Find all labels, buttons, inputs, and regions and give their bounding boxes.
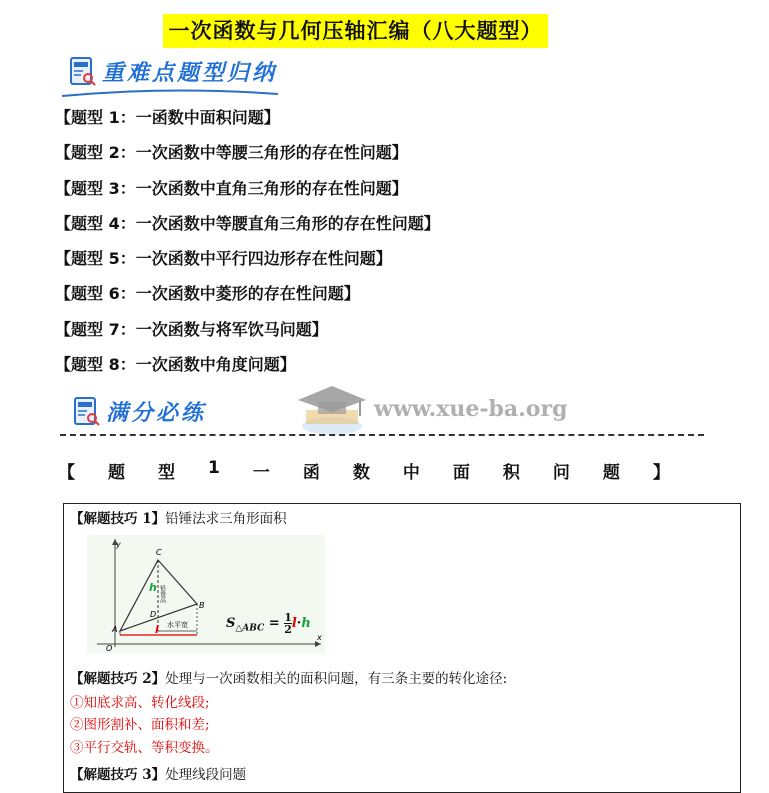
label-o: O xyxy=(106,644,113,653)
title-char: 面 xyxy=(452,463,470,483)
watermark xyxy=(296,380,567,438)
formula-h: h xyxy=(301,616,311,631)
title-char: 】 xyxy=(652,463,670,483)
title-char: 型 xyxy=(158,463,175,483)
title-char: 积 xyxy=(502,463,520,483)
label-b: B xyxy=(199,601,205,610)
label-x: x xyxy=(317,633,322,642)
topic-item-1[interactable]: 【题型 1：一函数中面积问题】 xyxy=(55,108,280,127)
tip-3-text: 处理线段问题 xyxy=(165,767,247,783)
formula-s: S xyxy=(226,616,236,631)
label-l: l xyxy=(155,623,159,636)
formula-num: 1 xyxy=(284,611,292,624)
heading-underline xyxy=(60,88,280,100)
document-search-icon xyxy=(74,397,100,427)
tip-2-text: 处理与一次函数相关的面积问题，有三条主要的转化途径: xyxy=(165,671,508,687)
formula-den: 2 xyxy=(284,623,292,636)
formula-sub: △ABC xyxy=(235,623,265,634)
formula-eq: = xyxy=(264,616,285,631)
tip-1 xyxy=(70,507,287,527)
topic-item-8[interactable]: 【题型 8：一次函数中角度问题】 xyxy=(55,355,296,375)
tip-2-item-1: ①知底求高、转化线段; xyxy=(70,695,210,711)
label-vertical-height: 铅垂高 xyxy=(158,585,166,603)
tip-1-label: 【解题技巧 1】 xyxy=(70,511,166,527)
page-title: 一次函数与几何压轴汇编（八大题型） xyxy=(163,14,548,48)
label-d: D xyxy=(150,610,157,619)
topic-item-6[interactable]: 【题型 6：一次函数中菱形的存在性问题】 xyxy=(55,284,360,304)
label-y: y xyxy=(116,540,121,549)
section-divider xyxy=(60,434,704,436)
label-c: C xyxy=(156,548,162,557)
section-heading-key-types xyxy=(70,56,277,87)
topic-item-5[interactable]: 【题型 5：一次函数中平行四边形存在性问题】 xyxy=(55,249,392,269)
topic-item-4[interactable]: 【题型 4：一次函数中等腰直角三角形的存在性问题】 xyxy=(55,213,440,233)
title-char: 问 xyxy=(552,463,570,483)
section-heading-text: 满分必练 xyxy=(106,400,207,426)
title-char: 题 xyxy=(108,463,125,483)
tip-1-text: 铅锤法求三角形面积 xyxy=(165,511,287,527)
topic-1-title xyxy=(58,458,670,483)
title-char: 数 xyxy=(352,463,370,483)
title-char: 1 xyxy=(208,458,220,478)
title-char: 题 xyxy=(602,463,620,483)
title-char: 函 xyxy=(302,463,320,483)
title-char: 【 xyxy=(58,463,75,483)
tip-2 xyxy=(70,667,507,687)
tip-2-label: 【解题技巧 2】 xyxy=(70,671,166,687)
label-h: h xyxy=(149,581,157,594)
title-char: 中 xyxy=(402,463,420,483)
title-char: 一 xyxy=(252,463,270,483)
topic-item-3[interactable]: 【题型 3：一次函数中直角三角形的存在性问题】 xyxy=(55,178,408,198)
formula-dot: · xyxy=(296,616,302,631)
section-heading-text: 重难点题型归纳 xyxy=(102,60,278,86)
label-horizontal-width: 水平宽 xyxy=(167,621,188,629)
document-search-icon xyxy=(70,57,96,87)
label-a: A xyxy=(112,625,118,634)
formula-l: l xyxy=(291,616,297,631)
tip-3 xyxy=(70,763,246,783)
tip-3-label: 【解题技巧 3】 xyxy=(70,767,166,783)
graduation-cap-icon xyxy=(296,380,368,438)
topic-list xyxy=(55,106,440,388)
watermark-text: www.xue-ba.org xyxy=(374,396,568,422)
section-heading-practice xyxy=(74,396,206,427)
topic-item-2[interactable]: 【题型 2：一次函数中等腰三角形的存在性问题】 xyxy=(55,143,408,163)
area-formula xyxy=(226,612,311,635)
tip-2-item-2: ②图形割补、面积和差; xyxy=(70,717,210,733)
topic-item-7[interactable]: 【题型 7：一次函数与将军饮马问题】 xyxy=(55,319,328,339)
tip-2-item-3: ③平行交轨、等积变换。 xyxy=(70,740,219,756)
